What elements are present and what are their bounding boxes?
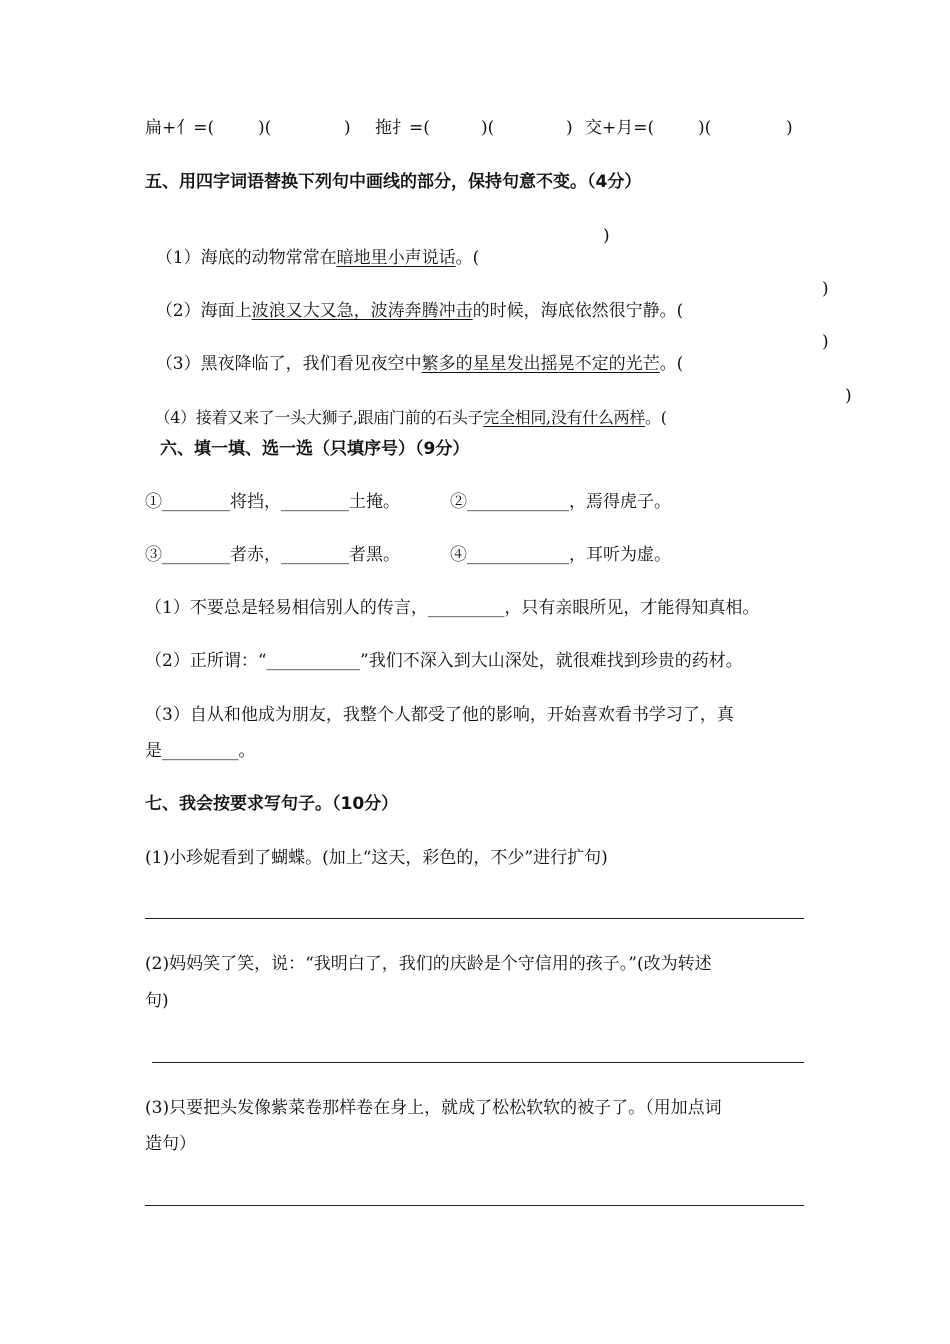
combo-2-end: )	[566, 118, 573, 138]
combo-2-mid: )(	[481, 118, 495, 138]
combo-1-label: 扁+亻=(	[145, 118, 215, 138]
s6-question-3-line-2: 是_________。	[145, 741, 256, 761]
combo-1-end: )	[344, 118, 351, 138]
s7-answer-line-2	[152, 1062, 804, 1063]
s7-answer-line-3	[145, 1205, 804, 1206]
s5-item-4-pre: （4）接着又来了一头大狮子,跟庙门前的石头子	[154, 408, 484, 427]
s5-item-3-post: 。(	[659, 354, 684, 374]
s5-item-2	[145, 278, 683, 322]
s5-item-3-close: )	[822, 332, 829, 352]
s5-item-1	[145, 225, 479, 269]
s6-phrase-1: ①________将挡，________土掩。	[145, 492, 400, 512]
s5-item-4-post: 。(	[645, 408, 667, 427]
combo-3-mid: )(	[698, 118, 712, 138]
s6-phrase-3: ③________者赤，________者黑。	[145, 545, 400, 565]
section-6-heading: 六、填一填、选一选（只填序号）（9分）	[160, 439, 470, 459]
section-7-heading: 七、我会按要求写句子。（10分）	[145, 794, 399, 814]
s6-question-2: （2）正所谓：“___________”我们不深入到大山深处，就很难找到珍贵的药材。	[145, 651, 743, 671]
s7-question-3-line-1: (3)只要把头发像紫菜卷那样卷在身上，就成了松松软软的被子了。（用加点词	[145, 1098, 722, 1118]
s6-question-3-line-1: （3）自从和他成为朋友，我整个人都受了他的影响，开始喜欢看书学习了，真	[145, 705, 734, 725]
combo-3-end: )	[786, 118, 793, 138]
s7-answer-line-1	[145, 918, 804, 919]
s5-item-1-underlined: 暗地里小声说话	[336, 248, 456, 268]
section-5-heading: 五、用四字词语替换下列句中画线的部分，保持句意不变。（4分）	[145, 172, 642, 192]
s5-item-2-underlined: 波浪又大又急，波涛奔腾冲击	[251, 301, 473, 321]
s5-item-1-pre: （1）海底的动物常常在	[155, 248, 337, 268]
s5-item-3	[145, 331, 683, 375]
s5-item-4-close: )	[845, 386, 852, 406]
s5-item-4	[145, 385, 667, 429]
s7-question-3-line-2: 造句）	[145, 1134, 196, 1154]
s5-item-1-close: )	[603, 226, 610, 246]
s5-item-1-post: 。(	[455, 248, 480, 268]
combo-3-label: 交+月=(	[585, 118, 655, 138]
s7-question-2-line-1: (2)妈妈笑了笑，说：“我明白了，我们的庆龄是个守信用的孩子。”(改为转述	[145, 954, 712, 974]
combo-1-mid: )(	[258, 118, 272, 138]
s6-phrase-4: ④____________，耳听为虚。	[450, 545, 671, 565]
s5-item-3-underlined: 繁多的星星发出摇晃不定的光芒	[421, 354, 660, 374]
s5-item-2-close: )	[822, 279, 829, 299]
s5-item-2-post: 的时候，海底依然很宁静。(	[472, 301, 684, 321]
s6-question-1: （1）不要总是轻易相信别人的传言，_________，只有亲眼所见，才能得知真相。	[145, 598, 760, 618]
s7-question-1: (1)小珍妮看到了蝴蝶。(加上“这天，彩色的，不少”进行扩句)	[145, 848, 608, 868]
s6-phrase-2: ②____________，焉得虎子。	[450, 492, 671, 512]
s5-item-2-pre: （2）海面上	[155, 301, 252, 321]
combo-2-label: 拖扌=(	[375, 118, 430, 138]
s7-question-2-line-2: 句)	[145, 991, 169, 1011]
s5-item-4-underlined: 完全相同,没有什么两样	[483, 408, 646, 427]
s5-item-3-pre: （3）黑夜降临了，我们看见夜空中	[155, 354, 422, 374]
